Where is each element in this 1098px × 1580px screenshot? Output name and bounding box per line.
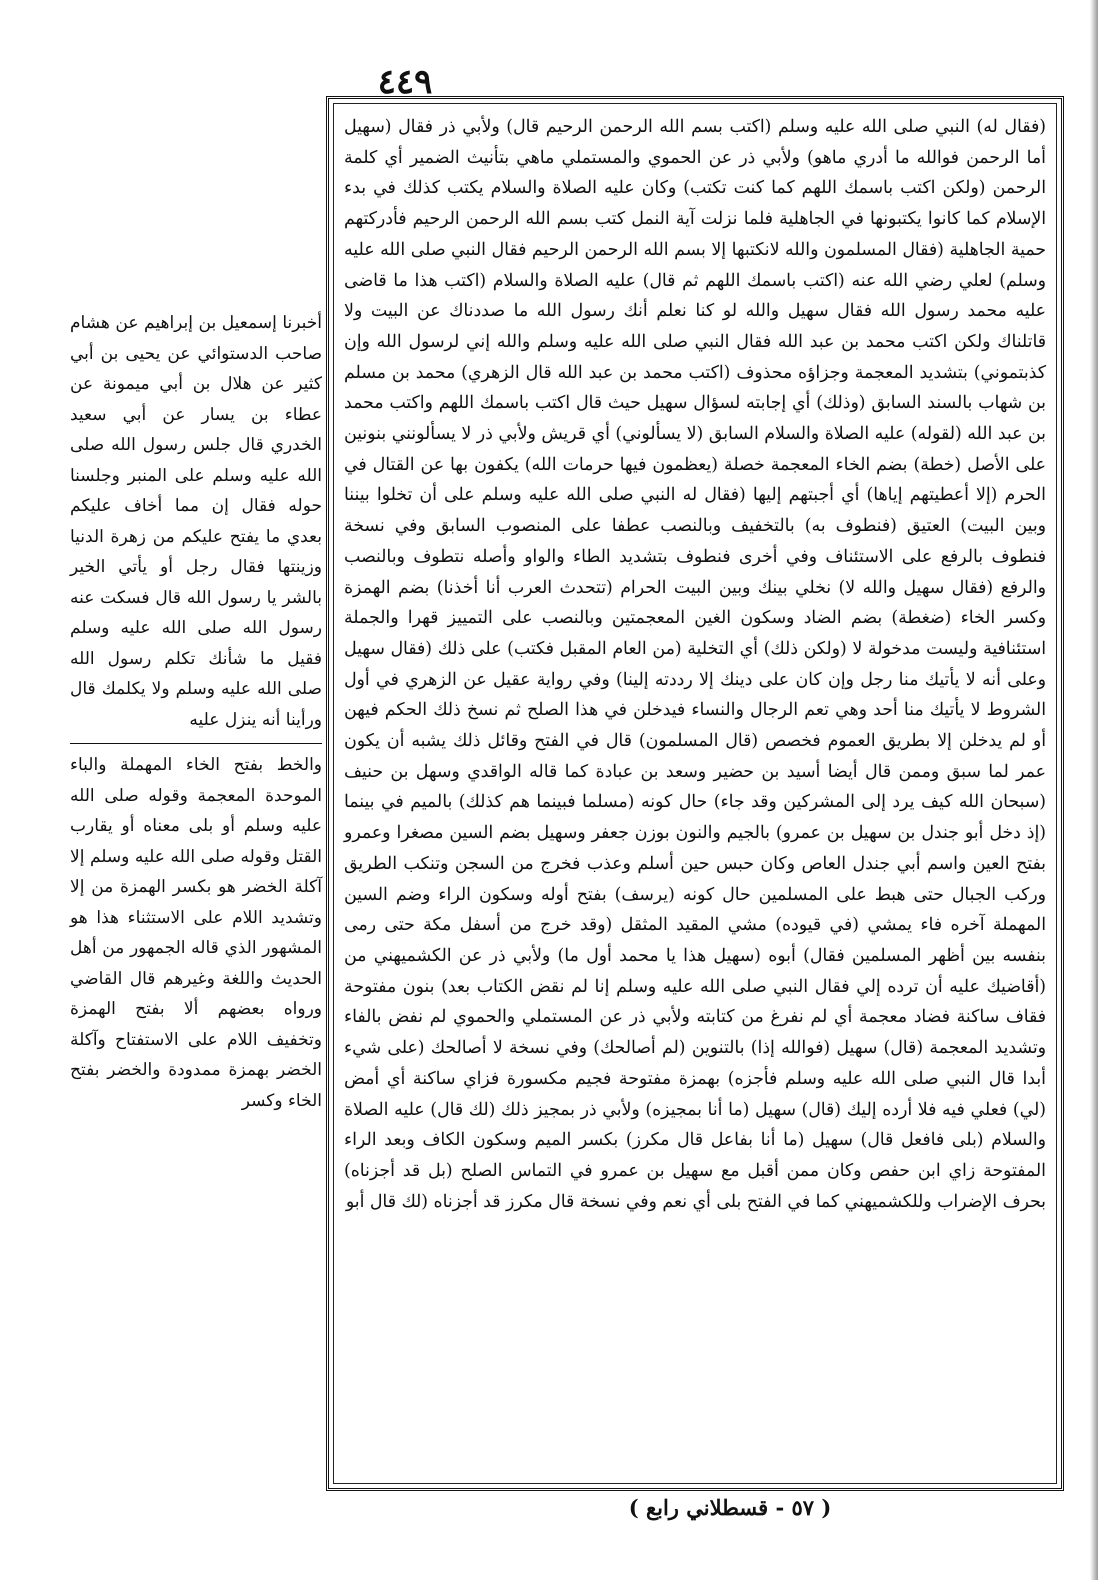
margin-column — [70, 308, 322, 1116]
margin-divider — [70, 743, 322, 744]
main-text-inner-border — [333, 103, 1057, 1484]
margin-commentary-text: والخط بفتح الخاء المهملة والباء الموحدة المعجمة وقوله صلى الله عليه وسلم أو بلى معناه أو يقارب القتل وقوله صلى الله عليه وسلم إلا آكلة الخضر هو بكسر الهمزة من إلا وتشديد اللام على الاستثناء هذا هو المشهور الذي قاله الجمهور من أهل الحديث واللغة وغيرهم قال القاضي ورواه بعضهم ألا بفتح الهمزة وتخفيف اللام على الاستفتاح وآكلة الخضر بهمزة ممدودة والخضر بفتح الخاء وكسر — [70, 755, 322, 1111]
main-commentary-text: (فقال له) النبي صلى الله عليه وسلم (اكتب بسم الله الرحمن الرحيم قال) ولأبي ذر فقال (سهيل أما الرحمن فوالله ما أدري ماهو) ولأبي ذر عن الحموي والمستملي ماهي بتأنيث الضمير أي كلمة الرحمن (ولكن اكتب باسمك اللهم كما كنت تكتب) وكان عليه الصلاة والسلام يكتب كذلك في بدء الإسلام كما كانوا يكتبونها في الجاهلية فلما نزلت آية النمل كتب بسم الله الرحمن الرحيم فأدركتهم حمية الجاهلية (فقال المسلمون والله لانكتبها إلا بسم الله الرحمن الرحيم فقال النبي صلى الله عليه وسلم) لعلي رضي الله عنه (اكتب باسمك اللهم ثم قال) عليه الصلاة والسلام (اكتب هذا ما قاضى عليه محمد رسول الله فقال سهيل والله لو كنا نعلم أنك رسول الله ما صددناك عن البيت ولا قاتلناك ولكن اكتب محمد بن عبد الله فقال النبي صلى الله عليه وسلم والله إني لرسول الله وإن كذبتموني) بتشديد المعجمة وجزاؤه محذوف (اكتب محمد بن عبد الله قال الزهري) محمد بن مسلم بن شهاب بالسند السابق (وذلك) أي إجابته لسؤال سهيل حيث قال اكتب باسمك اللهم واكتب محمد بن عبد الله (لقوله) عليه الصلاة والسلام السابق (لا يسألوني) أي قريش ولأبي ذر لا يسألونني بنونين على الأصل (خطة) بضم الخاء المعجمة خصلة (يعظمون فيها حرمات الله) يكفون بها عن القتال في الحرم (إلا أعطيتهم إياها) أي أجبتهم إليها (فقال له النبي صلى الله عليه وسلم على أن تخلوا بيننا وبين البيت) العتيق (فنطوف به) بالتخفيف وبالنصب عطفا على المنصوب السابق وفي نسخة فنطوف بالرفع على الاستئناف وفي أخرى فنطوف بتشديد الطاء والواو وأصله نتطوف وبالنصب والرفع (فقال سهيل والله لا) نخلي بينك وبين البيت الحرام (تتحدث العرب أنا أخذنا) بضم الهمزة وكسر الخاء (ضغطة) بضم الضاد وسكون الغين المعجمتين وبالنصب على التمييز قهرا والجملة استئنافية وليست مدخولة لا (ولكن ذلك) أي التخلية (من العام المقبل فكتب) على ذلك (فقال سهيل وعلى أنه لا يأتيك منا رجل وإن كان على دينك إلا رددته إلينا) وفي رواية عقيل عن الزهري في أول الشروط لا يأتيك منا أحد وهي تعم الرجال والنساء فيدخلن في هذا الصلح ثم نسخ ذلك الحكم فيهن أو لم يدخلن إلا بطريق العموم فخصص (قال المسلمون) قال في الفتح وقائل ذلك يشبه أن يكون عمر لما سبق وممن قال أيضا أسيد بن حضير وسعد بن عبادة كما قاله الواقدي وسهل بن حنيف (سبحان الله كيف يرد إلى المشركين وقد جاء) حال كونه (مسلما فبينما هم كذلك) بالميم في بينما (إذ دخل أبو جندل بن سهيل بن عمرو) بالجيم والنون بوزن جعفر وسهيل بضم السين مصغرا وعمرو بفتح العين واسم أبي جندل العاص وكان حبس حين أسلم وعذب فخرج من السجن وتنكب الطريق وركب الجبال حتى هبط على المسلمين حال كونه (يرسف) بفتح أوله وسكون الراء وضم السين المهملة آخره فاء يمشي (في قيوده) مشي المقيد المثقل (وقد خرج من أسفل مكة حتى رمى بنفسه بين أظهر المسلمين فقال) أبوه (سهيل هذا يا محمد أول ما) ولأبي ذر عن الكشميهني من (أقاضيك عليه أن ترده إلي فقال النبي صلى الله عليه وسلم إنا لم نقض الكتاب بعد) بنون مفتوحة فقاف ساكنة فضاد معجمة أي لم نفرغ من كتابته ولأبي ذر عن المستملي والحموي لم نفض بالفاء وتشديد المعجمة (قال) سهيل (فوالله إذا) بالتنوين (لم أصالحك) وفي نسخة لا أصالحك (على شيء أبدا قال النبي صلى الله عليه وسلم فأجزه) بهمزة مفتوحة فجيم مكسورة فزاي ساكنة أي أمض (لي) فعلي فيه فلا أرده إليك (قال) سهيل (ما أنا بمجيزه) ولأبي ذر بمجيز ذلك (لك قال) عليه الصلاة والسلام (بلى فافعل قال) سهيل (ما أنا بفاعل قال مكرز) بكسر الميم وسكون الكاف وبعد الراء المفتوحة زاي ابن حفص وكان ممن أقبل مع سهيل بن عمرو في التماس الصلح (بل قد أجزناه) بحرف الإضراب وللكشميهني كما في الفتح بلى أي نعم وفي نسخة قال مكرز قد أجزناه (لك قال أبو — [344, 117, 1046, 1212]
page-number: ٤٤٩ — [377, 62, 433, 102]
page-edge-shadow — [1090, 0, 1098, 1580]
margin-hadith-text: أخبرنا إسمعيل بن إبراهيم عن هشام صاحب الدستوائي عن يحيى بن أبي كثير عن هلال بن أبي ميمونة عن عطاء بن يسار عن أبي سعيد الخدري قال جلس رسول الله صلى الله عليه وسلم على المنبر وجلسنا حوله فقال إن مما أخاف عليكم بعدي ما يفتح عليكم من زهرة الدنيا وزينتها فقال رجل أو يأتي الخير بالشر يا رسول الله قال فسكت عنه رسول الله صلى الله عليه وسلم فقيل ما شأنك تكلم رسول الله صلى الله عليه وسلم ولا يكلمك قال ورأينا أنه ينزل عليه — [70, 313, 322, 730]
main-text-frame — [326, 96, 1064, 1491]
page-footer-signature: ( ٥٧ - قسطلاني رابع ) — [628, 1495, 832, 1520]
